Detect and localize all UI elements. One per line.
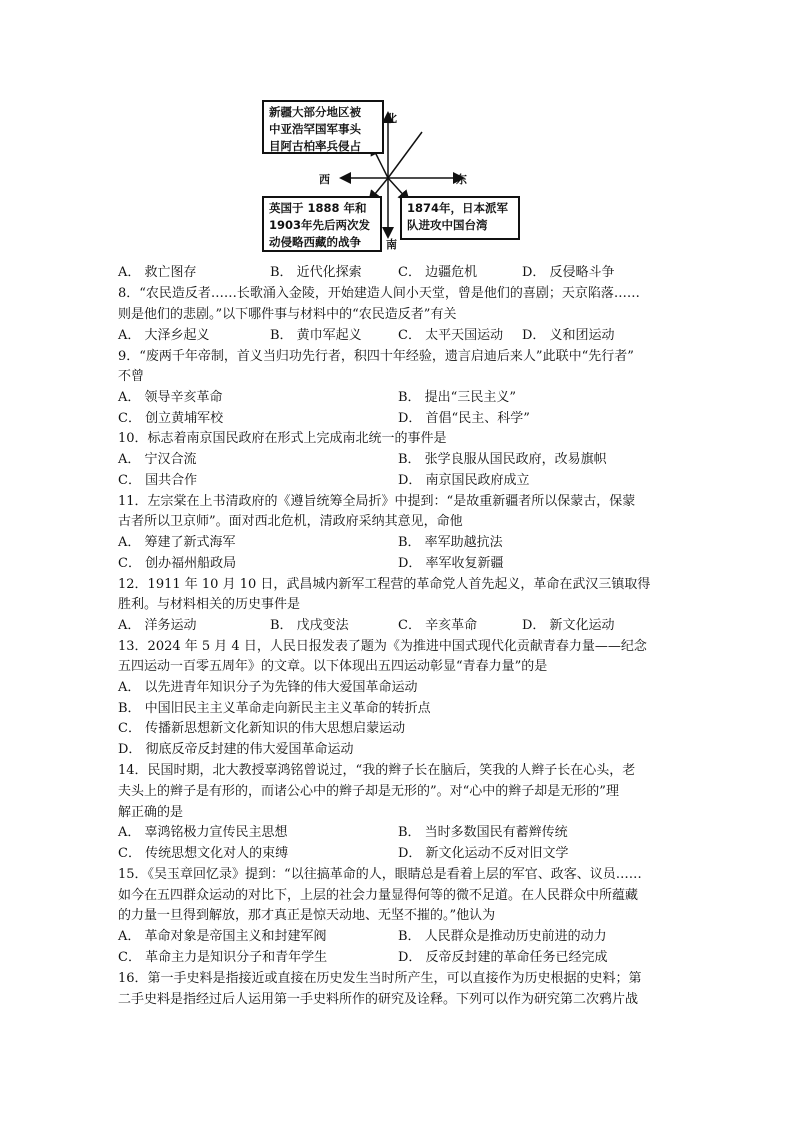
q11-option-d: D． 率军收复新疆	[398, 556, 504, 571]
q14-option-b: B． 当时多数国民有蓄辫传统	[398, 825, 568, 840]
west-label: 西	[319, 173, 330, 186]
q10-option-b: B． 张学良服从国民政府，改易旗帜	[398, 452, 607, 467]
q16-stem-line: 二手史料是指经过后人运用第一手史料所作的研究及诠释。下列可以作为研究第二次鸦片战	[118, 992, 639, 1007]
q11-option-a: A． 筹建了新式海军	[118, 535, 236, 550]
q13-option-b: B． 中国旧民主主义革命走向新民主主义革命的转折点	[118, 701, 431, 716]
q8-option-b: B． 黄巾军起义	[270, 328, 362, 343]
q12-option-b: B． 戊戌变法	[270, 618, 349, 633]
sw-box-line: 1903年先后两次发	[269, 218, 371, 232]
north-label: 北	[386, 112, 397, 125]
q10-option-d: D． 南京国民政府成立	[398, 473, 530, 488]
nw-box-line: 新疆大部分地区被	[269, 105, 361, 119]
q10-stem-line: 10．标志着南京国民政府在形式上完成南北统一的事件是	[118, 431, 447, 446]
q13-stem-line: 五四运动一百零五周年》的文章。以下体现出五四运动彰显“青春力量”的是	[118, 659, 548, 674]
q12-option-a: A． 洋务运动	[118, 618, 197, 633]
q15-stem-line: 如今在五四群众运动的对比下，上层的社会力量显得何等的微不足道。在人民群众中所蕴藏	[118, 888, 639, 903]
q8-option-a: A． 大泽乡起义	[118, 328, 210, 343]
q13-stem-line: 13．2024 年 5 月 4 日，人民日报发表了题为《为推进中国式现代化贡献青春力量——纪念	[118, 639, 647, 654]
q12-option-d: D． 新文化运动	[522, 618, 615, 633]
q14-stem-line: 14．民国时期，北大教授辜鸿铭曾说过，“我的辫子长在脑后，笑我的人辫子长在心头，老	[118, 763, 636, 778]
se-box-line: 队进攻中国台湾	[407, 218, 488, 232]
q15-stem-line: 15．《吴玉章回忆录》提到：“以往搞革命的人，眼睛总是看着上层的军官、政客、议员……	[118, 867, 642, 882]
q9-option-c: C． 创立黄埔军校	[118, 411, 224, 426]
q14-stem-line: 解正确的是	[118, 805, 184, 820]
q11-stem-line: 古者所以卫京师”。面对西北危机，清政府采纳其意见，命他	[118, 514, 463, 529]
q14-option-c: C． 传统思想文化对人的束缚	[118, 846, 289, 861]
q13-option-c: C． 传播新思想新文化新知识的伟大思想启蒙运动	[118, 721, 406, 736]
q8-option-c: C． 太平天国运动	[398, 328, 504, 343]
se-box-line: 1874年，日本派军	[407, 201, 509, 215]
east-label: 东	[456, 173, 467, 186]
sw-box-line: 动侵略西藏的战争	[269, 235, 361, 249]
sw-box-line: 英国于 1888 年和	[269, 201, 367, 215]
q7-option-d: D． 反侵略斗争	[522, 265, 615, 280]
q9-stem-line: 不曾	[118, 369, 145, 384]
q13-option-a: A． 以先进青年知识分子为先锋的伟大爱国革命运动	[118, 680, 418, 695]
q12-option-c: C． 辛亥革命	[398, 618, 478, 633]
south-label: 南	[386, 238, 397, 251]
q15-option-c: C． 革命主力是知识分子和青年学生	[118, 950, 328, 965]
q9-option-d: D． 首倡“民主、科学”	[398, 411, 530, 426]
q14-option-a: A． 辜鸿铭极力宣传民主思想	[118, 825, 288, 840]
q7-option-b: B． 近代化探索	[270, 265, 362, 280]
q12-stem-line: 胜利。与材料相关的历史事件是	[118, 597, 301, 612]
q13-option-d: D． 彻底反帝反封建的伟大爱国革命运动	[118, 742, 354, 757]
q11-stem-line: 11．左宗棠在上书清政府的《遵旨统筹全局折》中提到：“是故重新疆者所以保蒙古，保蒙	[118, 494, 636, 509]
q16-stem-line: 16．第一手史料是指接近或直接在历史发生当时所产生，可以直接作为历史根据的史料；第	[118, 971, 642, 986]
q7-option-a: A． 救亡图存	[118, 265, 197, 280]
q15-option-d: D． 反帝反封建的革命任务已经完成	[398, 950, 608, 965]
q8-stem-line: 则是他们的悲剧。”以下哪件事与材料中的“农民造反者”有关	[118, 307, 457, 322]
q9-option-a: A． 领导辛亥革命	[118, 390, 223, 405]
q7-option-c: C． 边疆危机	[398, 265, 478, 280]
q8-option-d: D． 义和团运动	[522, 328, 615, 343]
nw-event-box	[262, 100, 384, 154]
q15-option-a: A． 革命对象是帝国主义和封建军阀	[118, 929, 327, 944]
sw-event-box	[262, 196, 382, 252]
nw-box-line: 中亚浩罕国军事头	[269, 122, 361, 136]
q11-option-c: C． 创办福州船政局	[118, 556, 237, 571]
q9-stem-line: 9．“废两千年帝制，首义当归功先行者，积四十年经验，遗言启迪后来人”此联中“先行者”	[118, 349, 634, 364]
ne-arrow	[388, 132, 422, 178]
se-event-box	[400, 196, 520, 240]
q10-option-a: A． 宁汉合流	[118, 452, 197, 467]
q10-option-c: C． 国共合作	[118, 473, 198, 488]
q15-option-b: B． 人民群众是推动历史前进的动力	[398, 929, 607, 944]
nw-box-line: 目阿古柏率兵侵占	[269, 139, 361, 153]
q14-stem-line: 夫头上的辫子是有形的，而诸公心中的辫子却是无形的”。对“心中的辫子却是无形的”理	[118, 784, 619, 799]
q14-option-d: D． 新文化运动不反对旧文学	[398, 846, 569, 861]
q9-option-b: B． 提出“三民主义”	[398, 390, 516, 405]
q11-option-b: B． 率军助越抗法	[398, 535, 503, 550]
q15-stem-line: 的力量一旦得到解放，那才真正是惊天动地、无坚不摧的。”他认为	[118, 908, 496, 923]
q12-stem-line: 12．1911 年 10 月 10 日，武昌城内新军工程营的革命党人首先起义，革命在武汉三镇取得	[118, 577, 651, 592]
q8-stem-line: 8．“农民造反者……长歌涌入金陵，开始建造人间小天堂，曾是他们的喜剧；天京陷落……	[118, 286, 640, 301]
